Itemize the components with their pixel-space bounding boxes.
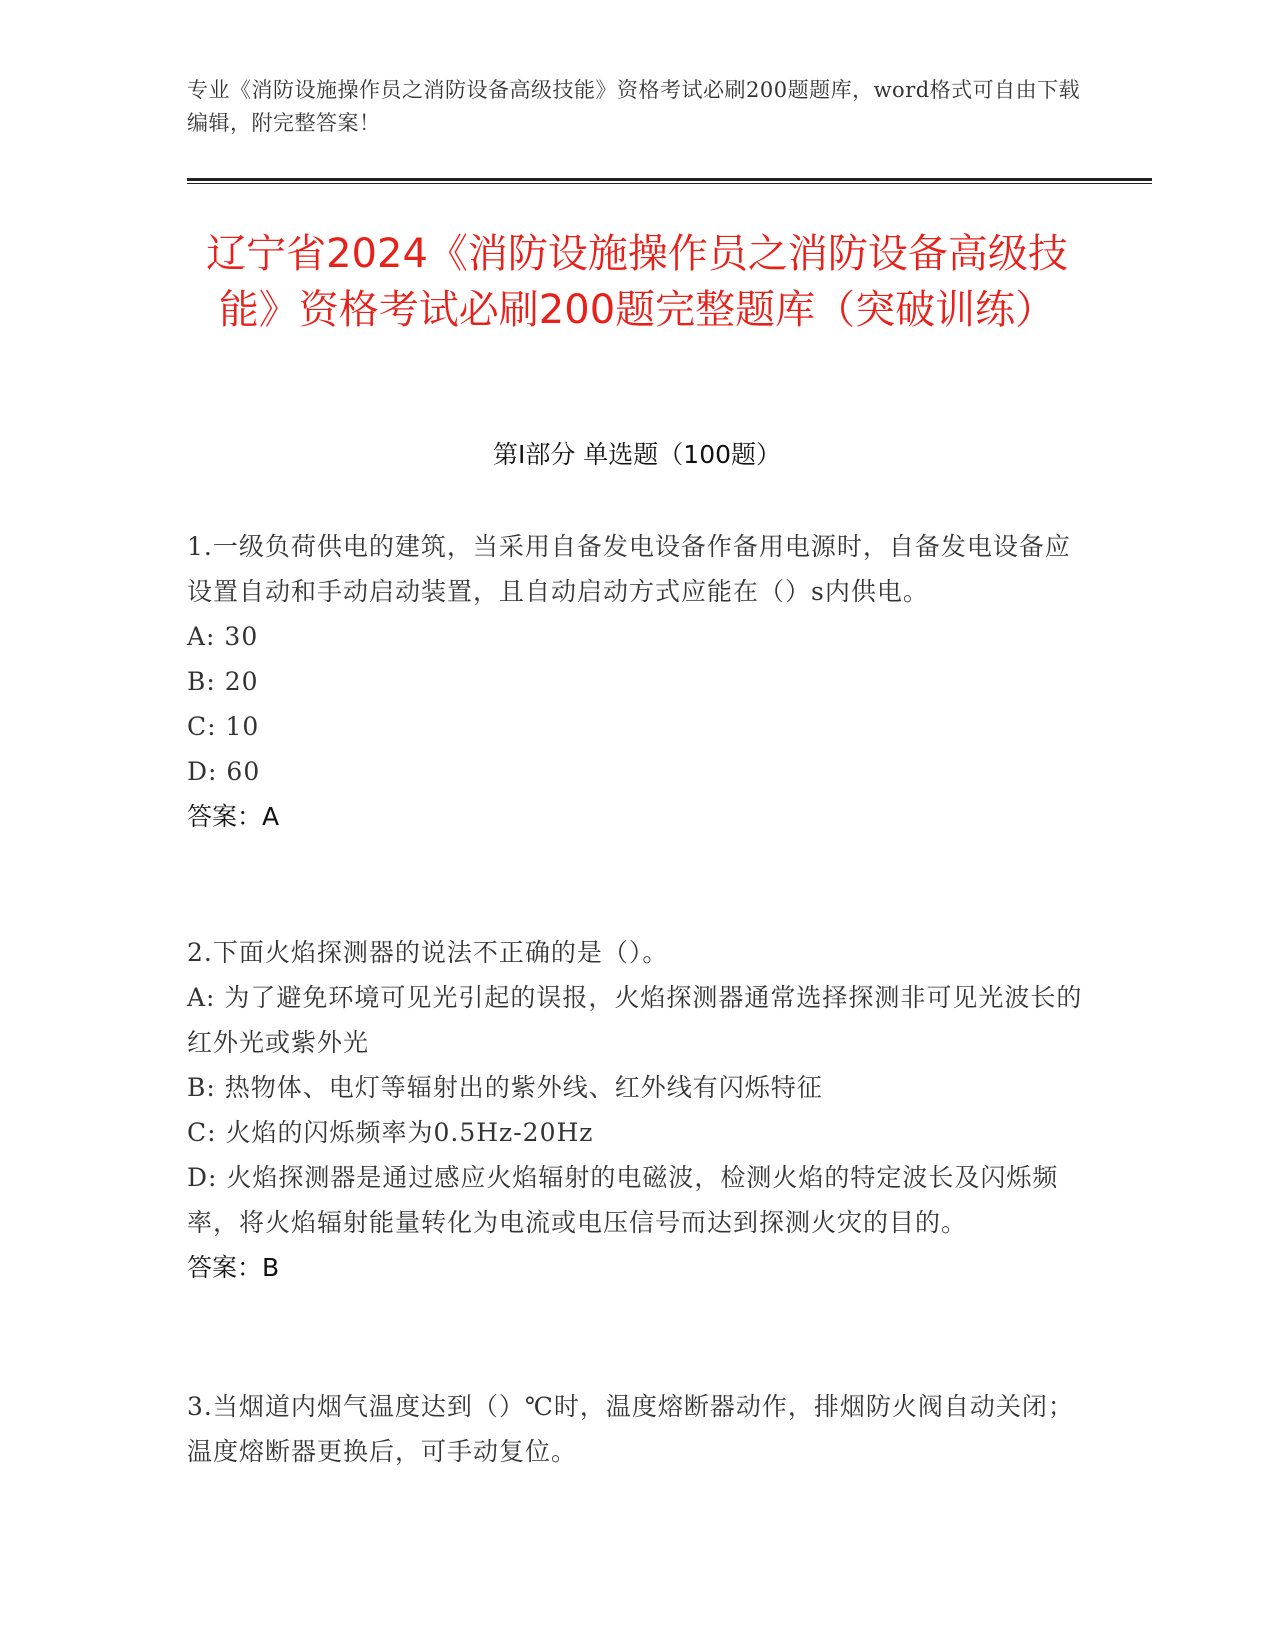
option-a: A: 30 [187, 622, 259, 651]
option-a: A: 为了避免环境可见光引起的误报，火焰探测器通常选择探测非可见光波长的红外光或紫外光 [187, 983, 1083, 1057]
answer: 答案：B [187, 1253, 280, 1282]
option-c: C: 火焰的闪烁频率为0.5Hz-20Hz [187, 1118, 594, 1147]
question-stem: 1.一级负荷供电的建筑，当采用自备发电设备作备用电源时，自备发电设备应设置自动和手动启动装置，且自动启动方式应能在（）s内供电。 [187, 532, 1071, 606]
question-stem: 3.当烟道内烟气温度达到（）℃时，温度熔断器动作，排烟防火阀自动关闭；温度熔断器更换后，可手动复位。 [187, 1392, 1074, 1466]
header-divider-thin [187, 183, 1152, 184]
option-b: B: 热物体、电灯等辐射出的紫外线、红外线有闪烁特征 [187, 1073, 823, 1102]
option-b: B: 20 [187, 667, 259, 696]
option-d: D: 火焰探测器是通过感应火焰辐射的电磁波，检测火焰的特定波长及闪烁频率，将火焰辐射能量转化为电流或电压信号而达到探测火灾的目的。 [187, 1163, 1059, 1237]
document-title: 辽宁省2024《消防设施操作员之消防设备高级技能》资格考试必刷200题完整题库（突破训练） [206, 231, 1068, 333]
option-c: C: 10 [187, 712, 260, 741]
header-divider-thick [187, 178, 1152, 181]
question-3 [187, 1384, 1087, 1474]
header-note: 专业《消防设施操作员之消防设备高级技能》资格考试必刷200题题库，word格式可自由下载编辑，附完整答案！ [187, 78, 1081, 135]
question-1 [187, 524, 1087, 839]
answer: 答案：A [187, 802, 280, 831]
question-stem: 2.下面火焰探测器的说法不正确的是（）。 [187, 938, 669, 967]
question-2 [187, 930, 1087, 1290]
option-d: D: 60 [187, 757, 261, 786]
section-heading: 第Ⅰ部分 单选题（100题） [492, 440, 782, 469]
